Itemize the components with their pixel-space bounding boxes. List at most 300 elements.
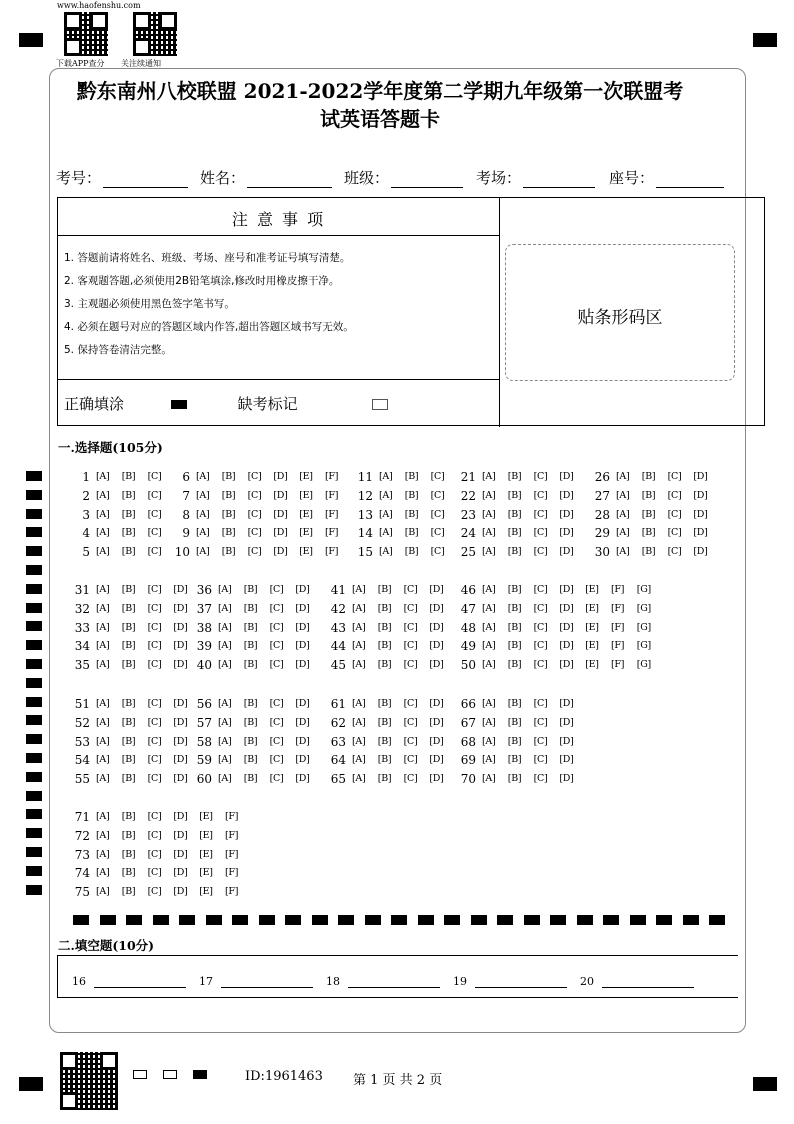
option-bubble-a[interactable]: [A] <box>218 735 232 747</box>
option-bubble-a[interactable]: [A] <box>379 546 393 558</box>
option-bubble-c[interactable]: [C] <box>247 527 262 539</box>
option-bubble-c[interactable]: [C] <box>247 546 262 558</box>
option-bubble-b[interactable]: [B] <box>243 584 258 595</box>
option-bubble-e[interactable]: [E] <box>585 584 599 595</box>
option-bubble-c[interactable]: [C] <box>533 773 548 785</box>
option-bubble-a[interactable]: [A] <box>96 602 110 614</box>
option-bubble-c[interactable]: [C] <box>147 735 162 747</box>
option-bubble-a[interactable]: [A] <box>482 659 496 671</box>
option-bubble-a[interactable]: [A] <box>616 471 630 482</box>
option-bubble-b[interactable]: [B] <box>121 716 136 728</box>
option-bubble-a[interactable]: [A] <box>96 489 110 501</box>
option-bubble-a[interactable]: [A] <box>96 584 110 595</box>
option-bubble-b[interactable]: [B] <box>507 698 522 709</box>
option-bubble-d[interactable]: [D] <box>295 716 310 728</box>
option-bubble-b[interactable]: [B] <box>377 698 392 709</box>
option-bubble-g[interactable]: [G] <box>636 659 651 671</box>
option-bubble-d[interactable]: [D] <box>693 471 708 482</box>
option-bubble-c[interactable]: [C] <box>147 621 162 633</box>
info-field-name[interactable]: 姓名： <box>200 167 332 188</box>
option-bubble-a[interactable]: [A] <box>352 773 366 785</box>
option-bubble-a[interactable]: [A] <box>482 546 496 558</box>
option-bubble-a[interactable]: [A] <box>96 508 110 520</box>
option-bubble-f[interactable]: [F] <box>611 659 625 671</box>
option-bubble-d[interactable]: [D] <box>559 471 574 482</box>
option-bubble-a[interactable]: [A] <box>96 659 110 671</box>
option-bubble-a[interactable]: [A] <box>482 508 496 520</box>
blank-16[interactable]: 16 <box>72 975 86 988</box>
option-bubble-b[interactable]: [B] <box>121 698 136 709</box>
option-bubble-d[interactable]: [D] <box>173 659 188 671</box>
option-bubble-c[interactable]: [C] <box>269 621 284 633</box>
option-bubble-c[interactable]: [C] <box>533 489 548 501</box>
option-bubble-d[interactable]: [D] <box>273 508 288 520</box>
option-bubble-b[interactable]: [B] <box>221 527 236 539</box>
option-bubble-a[interactable]: [A] <box>218 698 232 709</box>
option-bubble-a[interactable]: [A] <box>96 621 110 633</box>
option-bubble-c[interactable]: [C] <box>533 546 548 558</box>
info-field-class[interactable]: 班级： <box>344 167 463 188</box>
blank-18[interactable]: 18 <box>326 975 340 988</box>
option-bubble-a[interactable]: [A] <box>482 735 496 747</box>
option-bubble-f[interactable]: [F] <box>325 508 339 520</box>
blank-19[interactable]: 19 <box>453 975 467 988</box>
option-bubble-d[interactable]: [D] <box>559 584 574 595</box>
option-bubble-b[interactable]: [B] <box>121 659 136 671</box>
option-bubble-a[interactable]: [A] <box>482 716 496 728</box>
option-bubble-c[interactable]: [C] <box>147 811 162 822</box>
option-bubble-b[interactable]: [B] <box>507 584 522 595</box>
option-bubble-b[interactable]: [B] <box>507 489 522 501</box>
option-bubble-b[interactable]: [B] <box>243 602 258 614</box>
option-bubble-b[interactable]: [B] <box>243 754 258 766</box>
option-bubble-b[interactable]: [B] <box>507 527 522 539</box>
option-bubble-d[interactable]: [D] <box>429 773 444 785</box>
option-bubble-a[interactable]: [A] <box>352 735 366 747</box>
option-bubble-b[interactable]: [B] <box>243 640 258 652</box>
option-bubble-b[interactable]: [B] <box>377 602 392 614</box>
option-bubble-b[interactable]: [B] <box>221 546 236 558</box>
option-bubble-b[interactable]: [B] <box>507 754 522 766</box>
option-bubble-e[interactable]: [E] <box>199 867 213 879</box>
option-bubble-c[interactable]: [C] <box>269 735 284 747</box>
option-bubble-c[interactable]: [C] <box>269 659 284 671</box>
option-bubble-d[interactable]: [D] <box>295 584 310 595</box>
option-bubble-d[interactable]: [D] <box>273 489 288 501</box>
option-bubble-d[interactable]: [D] <box>559 698 574 709</box>
option-bubble-a[interactable]: [A] <box>616 527 630 539</box>
option-bubble-b[interactable]: [B] <box>641 489 656 501</box>
option-bubble-d[interactable]: [D] <box>295 602 310 614</box>
option-bubble-b[interactable]: [B] <box>377 621 392 633</box>
option-bubble-a[interactable]: [A] <box>352 754 366 766</box>
option-bubble-a[interactable]: [A] <box>352 716 366 728</box>
option-bubble-b[interactable]: [B] <box>243 621 258 633</box>
option-bubble-d[interactable]: [D] <box>559 640 574 652</box>
option-bubble-c[interactable]: [C] <box>667 527 682 539</box>
option-bubble-d[interactable]: [D] <box>295 735 310 747</box>
option-bubble-c[interactable]: [C] <box>269 754 284 766</box>
absent-checkbox[interactable] <box>372 399 388 410</box>
option-bubble-b[interactable]: [B] <box>507 602 522 614</box>
option-bubble-f[interactable]: [F] <box>225 848 239 860</box>
option-bubble-c[interactable]: [C] <box>147 546 162 558</box>
option-bubble-a[interactable]: [A] <box>616 508 630 520</box>
option-bubble-c[interactable]: [C] <box>403 621 418 633</box>
option-bubble-e[interactable]: [E] <box>199 848 213 860</box>
option-bubble-d[interactable]: [D] <box>173 621 188 633</box>
option-bubble-b[interactable]: [B] <box>404 489 419 501</box>
option-bubble-e[interactable]: [E] <box>299 471 313 482</box>
option-bubble-d[interactable]: [D] <box>429 640 444 652</box>
option-bubble-b[interactable]: [B] <box>121 508 136 520</box>
option-bubble-b[interactable]: [B] <box>121 471 136 482</box>
option-bubble-a[interactable]: [A] <box>352 659 366 671</box>
option-bubble-c[interactable]: [C] <box>667 489 682 501</box>
option-bubble-a[interactable]: [A] <box>96 471 110 482</box>
info-field-room[interactable]: 考场： <box>476 167 595 188</box>
option-bubble-e[interactable]: [E] <box>299 546 313 558</box>
option-bubble-b[interactable]: [B] <box>507 621 522 633</box>
option-bubble-c[interactable]: [C] <box>533 508 548 520</box>
option-bubble-d[interactable]: [D] <box>693 508 708 520</box>
option-bubble-a[interactable]: [A] <box>352 640 366 652</box>
option-bubble-b[interactable]: [B] <box>404 527 419 539</box>
option-bubble-d[interactable]: [D] <box>429 621 444 633</box>
option-bubble-d[interactable]: [D] <box>173 584 188 595</box>
option-bubble-b[interactable]: [B] <box>121 640 136 652</box>
option-bubble-d[interactable]: [D] <box>429 584 444 595</box>
option-bubble-d[interactable]: [D] <box>173 716 188 728</box>
option-bubble-c[interactable]: [C] <box>403 640 418 652</box>
option-bubble-b[interactable]: [B] <box>507 659 522 671</box>
option-bubble-b[interactable]: [B] <box>507 546 522 558</box>
option-bubble-f[interactable]: [F] <box>611 584 625 595</box>
option-bubble-a[interactable]: [A] <box>352 602 366 614</box>
option-bubble-a[interactable]: [A] <box>616 546 630 558</box>
option-bubble-b[interactable]: [B] <box>221 508 236 520</box>
option-bubble-a[interactable]: [A] <box>196 508 210 520</box>
option-bubble-b[interactable]: [B] <box>641 546 656 558</box>
option-bubble-d[interactable]: [D] <box>173 811 188 822</box>
option-bubble-b[interactable]: [B] <box>121 584 136 595</box>
option-bubble-g[interactable]: [G] <box>636 602 651 614</box>
option-bubble-b[interactable]: [B] <box>121 546 136 558</box>
option-bubble-c[interactable]: [C] <box>147 698 162 709</box>
option-bubble-b[interactable]: [B] <box>507 508 522 520</box>
option-bubble-b[interactable]: [B] <box>221 471 236 482</box>
option-bubble-e[interactable]: [E] <box>199 886 213 898</box>
option-bubble-a[interactable]: [A] <box>96 754 110 766</box>
blank-17[interactable]: 17 <box>199 975 213 988</box>
option-bubble-d[interactable]: [D] <box>273 527 288 539</box>
option-bubble-d[interactable]: [D] <box>295 659 310 671</box>
option-bubble-a[interactable]: [A] <box>352 584 366 595</box>
option-bubble-e[interactable]: [E] <box>199 829 213 841</box>
info-field-seat[interactable]: 座号： <box>609 167 724 188</box>
option-bubble-a[interactable]: [A] <box>96 640 110 652</box>
option-bubble-b[interactable]: [B] <box>121 754 136 766</box>
option-bubble-c[interactable]: [C] <box>147 716 162 728</box>
option-bubble-a[interactable]: [A] <box>218 640 232 652</box>
option-bubble-a[interactable]: [A] <box>379 527 393 539</box>
option-bubble-b[interactable]: [B] <box>641 471 656 482</box>
option-bubble-c[interactable]: [C] <box>533 698 548 709</box>
option-bubble-d[interactable]: [D] <box>559 773 574 785</box>
option-bubble-d[interactable]: [D] <box>559 716 574 728</box>
option-bubble-b[interactable]: [B] <box>121 489 136 501</box>
option-bubble-d[interactable]: [D] <box>273 471 288 482</box>
option-bubble-a[interactable]: [A] <box>96 735 110 747</box>
option-bubble-c[interactable]: [C] <box>147 867 162 879</box>
option-bubble-a[interactable]: [A] <box>196 471 210 482</box>
option-bubble-a[interactable]: [A] <box>96 886 110 898</box>
option-bubble-b[interactable]: [B] <box>377 716 392 728</box>
option-bubble-b[interactable]: [B] <box>507 716 522 728</box>
option-bubble-a[interactable]: [A] <box>482 527 496 539</box>
option-bubble-b[interactable]: [B] <box>641 527 656 539</box>
option-bubble-f[interactable]: [F] <box>611 640 625 652</box>
option-bubble-b[interactable]: [B] <box>507 471 522 482</box>
option-bubble-f[interactable]: [F] <box>611 621 625 633</box>
option-bubble-b[interactable]: [B] <box>377 584 392 595</box>
option-bubble-c[interactable]: [C] <box>147 829 162 841</box>
option-bubble-d[interactable]: [D] <box>295 621 310 633</box>
option-bubble-c[interactable]: [C] <box>533 584 548 595</box>
option-bubble-d[interactable]: [D] <box>559 754 574 766</box>
option-bubble-a[interactable]: [A] <box>482 602 496 614</box>
option-bubble-a[interactable]: [A] <box>196 527 210 539</box>
option-bubble-d[interactable]: [D] <box>173 867 188 879</box>
option-bubble-d[interactable]: [D] <box>693 489 708 501</box>
option-bubble-c[interactable]: [C] <box>533 621 548 633</box>
option-bubble-b[interactable]: [B] <box>404 471 419 482</box>
option-bubble-c[interactable]: [C] <box>667 471 682 482</box>
option-bubble-c[interactable]: [C] <box>533 716 548 728</box>
option-bubble-f[interactable]: [F] <box>225 886 239 898</box>
option-bubble-a[interactable]: [A] <box>96 698 110 709</box>
option-bubble-a[interactable]: [A] <box>218 773 232 785</box>
option-bubble-d[interactable]: [D] <box>173 640 188 652</box>
option-bubble-c[interactable]: [C] <box>533 527 548 539</box>
option-bubble-d[interactable]: [D] <box>273 546 288 558</box>
option-bubble-d[interactable]: [D] <box>429 716 444 728</box>
option-bubble-b[interactable]: [B] <box>121 867 136 879</box>
option-bubble-b[interactable]: [B] <box>121 829 136 841</box>
option-bubble-d[interactable]: [D] <box>429 659 444 671</box>
option-bubble-d[interactable]: [D] <box>173 773 188 785</box>
option-bubble-c[interactable]: [C] <box>147 471 162 482</box>
option-bubble-f[interactable]: [F] <box>225 811 239 822</box>
option-bubble-c[interactable]: [C] <box>430 546 445 558</box>
option-bubble-a[interactable]: [A] <box>96 811 110 822</box>
option-bubble-e[interactable]: [E] <box>199 811 213 822</box>
option-bubble-a[interactable]: [A] <box>96 829 110 841</box>
option-bubble-b[interactable]: [B] <box>243 773 258 785</box>
option-bubble-d[interactable]: [D] <box>173 698 188 709</box>
option-bubble-c[interactable]: [C] <box>667 546 682 558</box>
option-bubble-c[interactable]: [C] <box>247 471 262 482</box>
option-bubble-c[interactable]: [C] <box>533 471 548 482</box>
option-bubble-a[interactable]: [A] <box>96 773 110 785</box>
option-bubble-e[interactable]: [E] <box>299 508 313 520</box>
option-bubble-a[interactable]: [A] <box>379 508 393 520</box>
option-bubble-c[interactable]: [C] <box>147 886 162 898</box>
option-bubble-f[interactable]: [F] <box>225 829 239 841</box>
option-bubble-c[interactable]: [C] <box>430 471 445 482</box>
option-bubble-d[interactable]: [D] <box>559 489 574 501</box>
option-bubble-d[interactable]: [D] <box>693 527 708 539</box>
option-bubble-c[interactable]: [C] <box>147 640 162 652</box>
option-bubble-b[interactable]: [B] <box>121 527 136 539</box>
option-bubble-a[interactable]: [A] <box>352 621 366 633</box>
option-bubble-d[interactable]: [D] <box>559 508 574 520</box>
option-bubble-f[interactable]: [F] <box>325 489 339 501</box>
option-bubble-a[interactable]: [A] <box>96 546 110 558</box>
option-bubble-b[interactable]: [B] <box>243 659 258 671</box>
option-bubble-d[interactable]: [D] <box>295 698 310 709</box>
option-bubble-a[interactable]: [A] <box>96 867 110 879</box>
option-bubble-b[interactable]: [B] <box>243 735 258 747</box>
option-bubble-g[interactable]: [G] <box>636 584 651 595</box>
option-bubble-c[interactable]: [C] <box>147 508 162 520</box>
option-bubble-c[interactable]: [C] <box>403 735 418 747</box>
option-bubble-a[interactable]: [A] <box>96 716 110 728</box>
option-bubble-a[interactable]: [A] <box>482 471 496 482</box>
option-bubble-c[interactable]: [C] <box>147 489 162 501</box>
option-bubble-c[interactable]: [C] <box>430 527 445 539</box>
option-bubble-b[interactable]: [B] <box>377 773 392 785</box>
option-bubble-c[interactable]: [C] <box>533 640 548 652</box>
option-bubble-c[interactable]: [C] <box>269 584 284 595</box>
option-bubble-a[interactable]: [A] <box>482 621 496 633</box>
option-bubble-b[interactable]: [B] <box>377 659 392 671</box>
option-bubble-c[interactable]: [C] <box>147 527 162 539</box>
option-bubble-d[interactable]: [D] <box>173 602 188 614</box>
option-bubble-d[interactable]: [D] <box>559 546 574 558</box>
option-bubble-g[interactable]: [G] <box>636 640 651 652</box>
option-bubble-c[interactable]: [C] <box>147 602 162 614</box>
option-bubble-c[interactable]: [C] <box>403 602 418 614</box>
option-bubble-b[interactable]: [B] <box>121 848 136 860</box>
option-bubble-f[interactable]: [F] <box>611 602 625 614</box>
option-bubble-e[interactable]: [E] <box>299 527 313 539</box>
option-bubble-d[interactable]: [D] <box>559 659 574 671</box>
option-bubble-e[interactable]: [E] <box>585 659 599 671</box>
option-bubble-e[interactable]: [E] <box>585 602 599 614</box>
option-bubble-c[interactable]: [C] <box>430 489 445 501</box>
option-bubble-d[interactable]: [D] <box>173 886 188 898</box>
option-bubble-b[interactable]: [B] <box>507 735 522 747</box>
option-bubble-b[interactable]: [B] <box>121 602 136 614</box>
option-bubble-a[interactable]: [A] <box>616 489 630 501</box>
option-bubble-f[interactable]: [F] <box>325 546 339 558</box>
option-bubble-b[interactable]: [B] <box>243 698 258 709</box>
option-bubble-a[interactable]: [A] <box>196 546 210 558</box>
option-bubble-b[interactable]: [B] <box>243 716 258 728</box>
option-bubble-e[interactable]: [E] <box>585 640 599 652</box>
option-bubble-c[interactable]: [C] <box>269 716 284 728</box>
option-bubble-b[interactable]: [B] <box>377 640 392 652</box>
option-bubble-c[interactable]: [C] <box>403 754 418 766</box>
option-bubble-d[interactable]: [D] <box>295 754 310 766</box>
option-bubble-d[interactable]: [D] <box>559 735 574 747</box>
option-bubble-a[interactable]: [A] <box>218 602 232 614</box>
option-bubble-a[interactable]: [A] <box>482 698 496 709</box>
option-bubble-a[interactable]: [A] <box>196 489 210 501</box>
option-bubble-c[interactable]: [C] <box>269 773 284 785</box>
option-bubble-b[interactable]: [B] <box>507 640 522 652</box>
option-bubble-c[interactable]: [C] <box>147 754 162 766</box>
option-bubble-d[interactable]: [D] <box>173 848 188 860</box>
option-bubble-f[interactable]: [F] <box>325 471 339 482</box>
option-bubble-a[interactable]: [A] <box>482 773 496 785</box>
option-bubble-a[interactable]: [A] <box>218 716 232 728</box>
option-bubble-a[interactable]: [A] <box>96 527 110 539</box>
option-bubble-b[interactable]: [B] <box>121 811 136 822</box>
option-bubble-c[interactable]: [C] <box>533 659 548 671</box>
blank-20[interactable]: 20 <box>580 975 594 988</box>
option-bubble-b[interactable]: [B] <box>121 773 136 785</box>
option-bubble-c[interactable]: [C] <box>269 602 284 614</box>
option-bubble-g[interactable]: [G] <box>636 621 651 633</box>
option-bubble-c[interactable]: [C] <box>533 602 548 614</box>
option-bubble-b[interactable]: [B] <box>404 546 419 558</box>
option-bubble-b[interactable]: [B] <box>121 735 136 747</box>
option-bubble-d[interactable]: [D] <box>429 602 444 614</box>
option-bubble-a[interactable]: [A] <box>482 489 496 501</box>
option-bubble-e[interactable]: [E] <box>299 489 313 501</box>
option-bubble-c[interactable]: [C] <box>147 773 162 785</box>
option-bubble-b[interactable]: [B] <box>507 773 522 785</box>
option-bubble-d[interactable]: [D] <box>693 546 708 558</box>
option-bubble-d[interactable]: [D] <box>429 735 444 747</box>
option-bubble-c[interactable]: [C] <box>667 508 682 520</box>
option-bubble-d[interactable]: [D] <box>173 754 188 766</box>
option-bubble-a[interactable]: [A] <box>96 848 110 860</box>
option-bubble-c[interactable]: [C] <box>403 716 418 728</box>
option-bubble-c[interactable]: [C] <box>147 659 162 671</box>
option-bubble-d[interactable]: [D] <box>295 640 310 652</box>
option-bubble-a[interactable]: [A] <box>218 659 232 671</box>
option-bubble-f[interactable]: [F] <box>325 527 339 539</box>
option-bubble-c[interactable]: [C] <box>269 640 284 652</box>
option-bubble-b[interactable]: [B] <box>641 508 656 520</box>
option-bubble-b[interactable]: [B] <box>221 489 236 501</box>
option-bubble-c[interactable]: [C] <box>269 698 284 709</box>
option-bubble-c[interactable]: [C] <box>430 508 445 520</box>
option-bubble-c[interactable]: [C] <box>247 489 262 501</box>
option-bubble-a[interactable]: [A] <box>482 754 496 766</box>
option-bubble-c[interactable]: [C] <box>533 735 548 747</box>
option-bubble-c[interactable]: [C] <box>533 754 548 766</box>
option-bubble-a[interactable]: [A] <box>482 584 496 595</box>
info-field-exam-no[interactable]: 考号： <box>56 167 188 188</box>
option-bubble-a[interactable]: [A] <box>218 584 232 595</box>
option-bubble-d[interactable]: [D] <box>429 698 444 709</box>
option-bubble-b[interactable]: [B] <box>121 886 136 898</box>
option-bubble-c[interactable]: [C] <box>403 659 418 671</box>
option-bubble-e[interactable]: [E] <box>585 621 599 633</box>
option-bubble-a[interactable]: [A] <box>352 698 366 709</box>
option-bubble-c[interactable]: [C] <box>247 508 262 520</box>
option-bubble-d[interactable]: [D] <box>559 621 574 633</box>
option-bubble-a[interactable]: [A] <box>218 754 232 766</box>
option-bubble-c[interactable]: [C] <box>403 584 418 595</box>
option-bubble-a[interactable]: [A] <box>379 489 393 501</box>
option-bubble-d[interactable]: [D] <box>173 829 188 841</box>
option-bubble-a[interactable]: [A] <box>482 640 496 652</box>
